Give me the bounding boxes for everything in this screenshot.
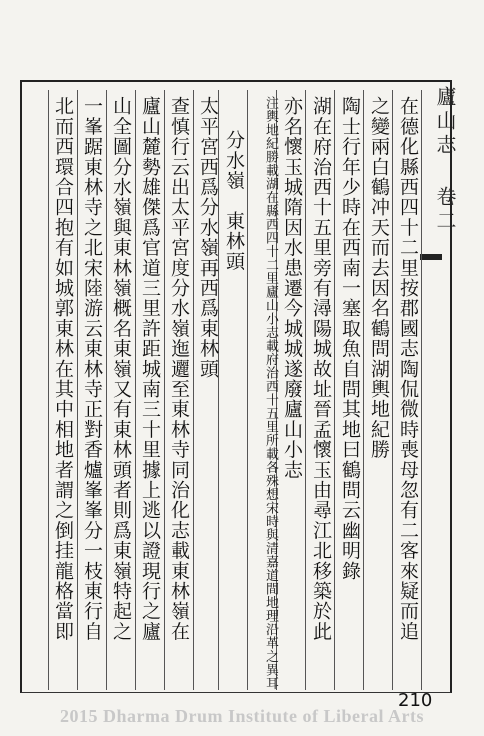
column-rule (421, 90, 422, 690)
text-column: 山全圖分水嶺與東林嶺概名東嶺又有東林頭者則爲東嶺特起之 (110, 96, 132, 642)
text-column: 廬山麓勢雄傑爲官道三里許距城南三十里據上逃以證現行之廬 (139, 96, 161, 642)
text-column: 之變兩白鶴冲天而去因名鶴問湖輿地紀勝 (368, 96, 390, 460)
text-column: 在德化縣西四十二里按郡國志陶侃微時喪母忽有二客來疑而追 (397, 96, 419, 642)
text-column: 一峯踞東林寺之北宋陸游云東林寺正對香爐峯峯分一枝東行自 (81, 96, 103, 642)
annotation-column: 注輿地紀勝載湖在縣西四十二里廬山小志載府治西十五里所載各殊想宋時與清嘉道間地理沿革之異耳 (263, 96, 278, 690)
column-rule (334, 90, 335, 690)
text-column: 陶士行年少時在西南一塞取魚自問其地曰鶴問云幽明錄 (339, 96, 361, 581)
column-rule (247, 90, 248, 690)
text-column: 北而西環合四抱有如城郭東林在其中相地者謂之倒挂龍格當即 (52, 96, 74, 642)
column-rule (392, 90, 393, 690)
text-column: 湖在府治西十五里旁有潯陽城故址晉孟懷玉由尋江北移築於此 (310, 96, 332, 642)
section-heading: 分水嶺 東林頭 (223, 130, 245, 272)
column-rule (305, 90, 306, 690)
column-rule (193, 90, 194, 690)
text-column: 太平宮西爲分水嶺再西爲東林頭 (197, 96, 219, 379)
column-rule (106, 90, 107, 690)
column-rule (77, 90, 78, 690)
column-rule (164, 90, 165, 690)
footer-watermark: 2015 Dharma Drum Institute of Liberal Arts (60, 706, 424, 726)
column-rule (48, 90, 49, 690)
text-column: 亦名懷玉城隋因水患遷今城城遂廢廬山小志 (281, 96, 303, 480)
running-title: 廬山志 卷二 (433, 86, 457, 234)
column-rule (135, 90, 136, 690)
page-number: 210 (398, 690, 433, 711)
column-rule (363, 90, 364, 690)
heading-mark (420, 254, 442, 260)
text-column: 查慎行云出太平宮度分水嶺迤邐至東林寺同治化志載東林嶺在 (168, 96, 190, 642)
